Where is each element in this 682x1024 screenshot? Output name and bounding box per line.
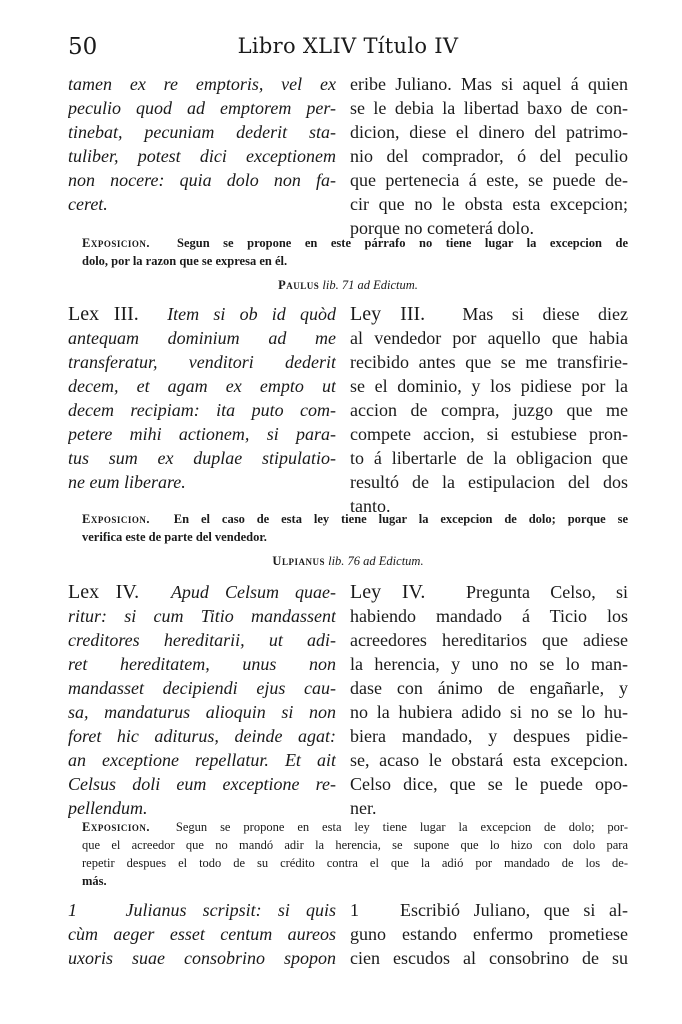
paragraph-number: 1 xyxy=(350,900,359,920)
source-ref: lib. 71 ad Edictum. xyxy=(322,278,418,292)
spanish-line: se, acaso le obstará esta excepcion. xyxy=(350,750,628,770)
spanish-line: se el dominio, y los pidiese por la xyxy=(350,376,628,396)
latin-line: mandasset decipiendi ejus cau- xyxy=(68,678,336,698)
latin-line: ne eum liberare. xyxy=(68,472,186,492)
latin-line: tus sum ex duplae stipulatio- xyxy=(68,448,336,468)
latin-line: Item si ob id quòd xyxy=(167,304,336,324)
latin-line: peculio quod ad emptorem per- xyxy=(68,98,336,118)
spanish-line: accion de compra, juzgo que me xyxy=(350,400,628,420)
paragraph-number: 1 xyxy=(68,900,77,920)
spanish-line: la herencia, y uno no se lo man- xyxy=(350,654,628,674)
spanish-line: to á libertarle de la obligacion que xyxy=(350,448,628,468)
spanish-line: dicion, diese el dinero del patrimo- xyxy=(350,122,628,142)
exposicion-note xyxy=(82,818,628,890)
spanish-line: al vendedor por aquello que habia xyxy=(350,328,628,348)
spanish-line: eribe Juliano. Mas si aquel á quien xyxy=(350,74,628,94)
exposicion-text: En el caso de esta ley tiene lugar la excepcion de dolo; porque se xyxy=(173,512,628,526)
latin-line: ret hereditatem, unus non xyxy=(68,654,336,674)
exposicion-label: Exposicion. xyxy=(82,820,150,834)
latin-line: decem, et agam ex empto ut xyxy=(68,376,336,396)
latin-line: uxoris suae consobrino spopon xyxy=(68,948,336,968)
latin-line: Celsus doli eum exceptione re- xyxy=(68,774,336,794)
page-header xyxy=(68,34,628,64)
exposicion-text: que el acreedor que no mandó adir la herencia, se supone que lo hizo con dolo para xyxy=(82,838,628,852)
latin-line: sa, mandaturus alioquin si non xyxy=(68,702,336,722)
spanish-line: resultó de la estipulacion del dos xyxy=(350,472,628,492)
exposicion-label: Exposicion. xyxy=(82,236,150,250)
spanish-line: recibido antes que se me transfirie- xyxy=(350,352,628,372)
spanish-line: ner. xyxy=(350,798,377,818)
spanish-line: que pertenecia á este, se puede de- xyxy=(350,170,628,190)
spanish-line: Escribió Juliano, que si al- xyxy=(399,900,628,920)
ley-label: Ley IV. xyxy=(350,581,426,603)
latin-line: foret hic aditurus, deinde agat: xyxy=(68,726,336,746)
running-title: Libro XLIV Título IV xyxy=(237,34,459,58)
latin-line: cùm aeger esset centum aureos xyxy=(68,924,336,944)
spanish-line: porque no cometerá dolo. xyxy=(350,218,534,238)
spanish-line: guno estando enfermo prometiese xyxy=(350,924,628,944)
exposicion-text: más. xyxy=(82,874,107,888)
exposicion-text: dolo, por la razon que se expresa en él. xyxy=(82,254,288,268)
spanish-line: se le debia la libertad baxo de con- xyxy=(350,98,628,118)
spanish-line: nio del comprador, ó del peculio xyxy=(350,146,628,166)
latin-line: ritur: si cum Titio mandassent xyxy=(68,606,336,626)
paragraph-1 xyxy=(68,898,628,978)
latin-column xyxy=(68,898,336,970)
spanish-line: acreedores hereditarios que adiese xyxy=(350,630,628,650)
spanish-line: no la hubiera adido si no se lo hu- xyxy=(350,702,628,722)
spanish-column xyxy=(350,302,628,518)
latin-line: Julianus scripsit: si quis xyxy=(125,900,336,920)
spanish-column xyxy=(350,580,628,820)
lex-3 xyxy=(68,302,628,516)
spanish-line: compete accion, si estubiese pron- xyxy=(350,424,628,444)
continued-paragraph xyxy=(68,72,628,242)
spanish-line: cien escudos al consobrino de su xyxy=(350,948,628,968)
source-citation xyxy=(68,278,628,293)
exposicion-text: Segun se propone en esta ley tiene lugar la excepcion de dolo; por- xyxy=(175,820,628,834)
latin-column xyxy=(68,302,336,494)
spanish-line: cir que no le obsta esta excepcion; xyxy=(350,194,628,214)
spanish-line: dase con ánimo de engañarle, y xyxy=(350,678,628,698)
latin-line: an exceptione repellatur. Et ait xyxy=(68,750,336,770)
latin-line: creditores hereditarii, ut adi- xyxy=(68,630,336,650)
latin-column xyxy=(68,72,336,216)
latin-line: Apud Celsum quae- xyxy=(170,582,336,602)
latin-line: decem recipiam: ita puto com- xyxy=(68,400,336,420)
latin-column xyxy=(68,580,336,820)
exposicion-note xyxy=(82,234,628,270)
spanish-line: habiendo mandado á Ticio los xyxy=(350,606,628,626)
lex-label: Lex IV. xyxy=(68,581,140,603)
latin-line: transferatur, venditori dederit xyxy=(68,352,336,372)
exposicion-text: Segun se propone en este párrafo no tiene lugar la excepcion de xyxy=(177,236,628,250)
spanish-column xyxy=(350,898,628,970)
spanish-line: tanto. xyxy=(350,496,391,516)
spanish-column xyxy=(350,72,628,240)
latin-line: tamen ex re emptoris, vel ex xyxy=(68,74,336,94)
latin-line: tuliber, potest dici exceptionem xyxy=(68,146,336,166)
source-author: Paulus xyxy=(278,278,320,292)
exposicion-text: verifica este de parte del vendedor. xyxy=(82,530,267,544)
latin-line: tinebat, pecuniam dederit sta- xyxy=(68,122,336,142)
latin-line: non nocere: quia dolo non fa- xyxy=(68,170,336,190)
spanish-line: biera mandado, y despues pidie- xyxy=(350,726,628,746)
lex-4 xyxy=(68,580,628,820)
source-ref: lib. 76 ad Edictum. xyxy=(328,554,424,568)
exposicion-label: Exposicion. xyxy=(82,512,150,526)
spanish-line: Mas si diese diez xyxy=(462,304,628,324)
exposicion-text: repetir despues el todo de su crédito contra el que la adió por mandado de los de- xyxy=(82,856,628,870)
lex-label: Lex III. xyxy=(68,303,139,325)
exposicion-note xyxy=(82,510,628,546)
latin-line: ceret. xyxy=(68,194,108,214)
page-number: 50 xyxy=(68,34,98,60)
spanish-line: Pregunta Celso, si xyxy=(465,582,628,602)
latin-line: pellendum. xyxy=(68,798,148,818)
ley-label: Ley III. xyxy=(350,303,426,325)
source-citation xyxy=(68,554,628,569)
latin-line: antequam dominium ad me xyxy=(68,328,336,348)
spanish-line: Celso dice, que se le puede opo- xyxy=(350,774,628,794)
source-author: Ulpianus xyxy=(272,554,325,568)
latin-line: petere mihi actionem, si para- xyxy=(68,424,336,444)
